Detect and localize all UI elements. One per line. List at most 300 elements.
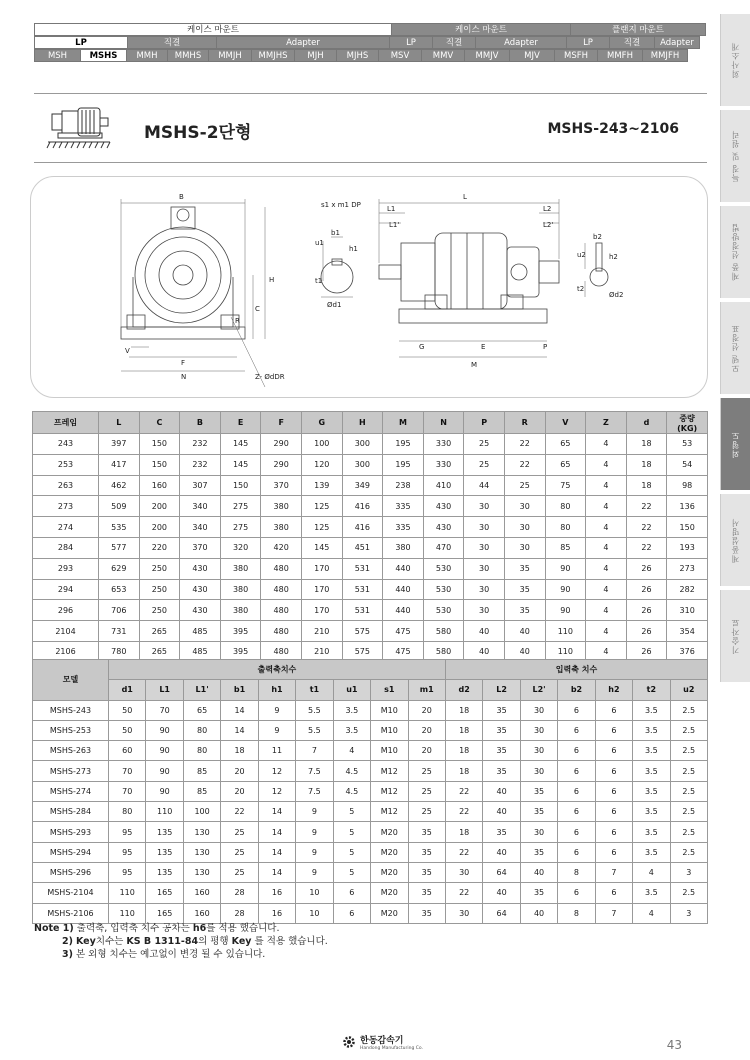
- nav-tab-mmv[interactable]: MMV: [421, 49, 465, 62]
- dim-d2: Ød2: [609, 291, 624, 299]
- model-cell: MSHS-293: [33, 822, 109, 842]
- table-cell: 6: [595, 761, 632, 781]
- table-cell: M12: [371, 802, 408, 822]
- side-tab-6[interactable]: [720, 494, 750, 586]
- nav-tab-adapter: Adapter: [654, 36, 700, 49]
- table-cell: 5: [333, 862, 370, 882]
- table-cell: 4: [586, 558, 627, 579]
- table-cell: 40: [504, 641, 545, 662]
- table-cell: 35: [520, 883, 557, 903]
- table-cell: 6: [558, 842, 595, 862]
- table-cell: 80: [545, 517, 586, 538]
- table-cell: 65: [545, 434, 586, 455]
- table-cell: 3.5: [633, 741, 670, 761]
- table-cell: 440: [383, 558, 424, 579]
- table-cell: 65: [545, 454, 586, 475]
- table-cell: 290: [261, 454, 302, 475]
- table-cell: M20: [371, 903, 408, 923]
- table-cell: 20: [408, 741, 445, 761]
- table-cell: 16: [258, 883, 295, 903]
- col-header: E: [220, 412, 261, 434]
- nav-tab-msv[interactable]: MSV: [378, 49, 422, 62]
- table-cell: 22: [626, 537, 667, 558]
- table-cell: 80: [109, 802, 146, 822]
- table-cell: 40: [483, 842, 520, 862]
- model-nav: [34, 23, 707, 62]
- table-cell: 85: [183, 761, 220, 781]
- table-row: [33, 600, 708, 621]
- table-cell: 462: [99, 475, 140, 496]
- nav-row-mount: [34, 23, 707, 36]
- dim-u1: u1: [315, 239, 324, 247]
- table-cell: 26: [626, 621, 667, 642]
- model-cell: MSHS-253: [33, 720, 109, 740]
- side-tab-4[interactable]: [720, 302, 750, 394]
- table-cell: 25: [464, 454, 505, 475]
- table-cell: 25: [408, 802, 445, 822]
- table-cell: 14: [258, 862, 295, 882]
- col-header: F: [261, 412, 302, 434]
- table-cell: 480: [261, 621, 302, 642]
- table-cell: M20: [371, 842, 408, 862]
- table-cell: 335: [383, 517, 424, 538]
- table-cell: 410: [423, 475, 464, 496]
- table-cell: 130: [183, 842, 220, 862]
- model-range: MSHS-243~2106: [547, 121, 679, 137]
- table-cell: 10: [296, 903, 333, 923]
- side-tab-label: 회사소개: [731, 42, 740, 78]
- table-cell: 18: [445, 761, 482, 781]
- table-cell: 6: [558, 822, 595, 842]
- nav-tab-mmjhs[interactable]: MMJHS: [251, 49, 295, 62]
- dim-t2: t2: [577, 285, 585, 293]
- table-cell: 160: [183, 883, 220, 903]
- table-cell: M20: [371, 822, 408, 842]
- dim-L2p: L2': [543, 221, 554, 229]
- nav-tab-mmjv[interactable]: MMJV: [464, 49, 510, 62]
- table-cell: 30: [520, 700, 557, 720]
- table-cell: 136: [667, 496, 708, 517]
- shaft-dimension-table: [32, 659, 708, 924]
- table-cell: 80: [183, 720, 220, 740]
- dimension-drawing: [30, 176, 708, 398]
- side-tab-3[interactable]: [720, 206, 750, 298]
- table-cell: 8: [558, 862, 595, 882]
- side-tab-1[interactable]: [720, 14, 750, 106]
- table-cell: 4: [333, 741, 370, 761]
- table-cell: 4: [586, 434, 627, 455]
- table-row: [33, 802, 708, 822]
- table-cell: 238: [383, 475, 424, 496]
- table-cell: 135: [146, 862, 183, 882]
- table-cell: 4: [586, 579, 627, 600]
- table-row: [33, 537, 708, 558]
- side-tabs: [720, 14, 750, 686]
- table-cell: 90: [146, 720, 183, 740]
- model-cell: MSHS-273: [33, 761, 109, 781]
- table-cell: 440: [383, 600, 424, 621]
- table-cell: 2.5: [670, 720, 707, 740]
- model-cell: MSHS-263: [33, 741, 109, 761]
- col-header: M: [383, 412, 424, 434]
- table-cell: 35: [520, 842, 557, 862]
- table-cell: 7.5: [296, 781, 333, 801]
- table-cell: 577: [99, 537, 140, 558]
- table-cell: 3.5: [633, 802, 670, 822]
- side-tab-label: 특징 및 원리: [731, 129, 740, 183]
- table-cell: 22: [221, 802, 258, 822]
- table-cell: 70: [109, 761, 146, 781]
- table-row: [33, 700, 708, 720]
- table-cell: 40: [483, 883, 520, 903]
- nav-tab-mmhs[interactable]: MMHS: [167, 49, 209, 62]
- table-cell: 3.5: [633, 781, 670, 801]
- table-cell: 349: [342, 475, 383, 496]
- nav-tab-lp: LP: [34, 36, 128, 49]
- table-cell: 250: [139, 600, 180, 621]
- table-cell: 25: [464, 434, 505, 455]
- table-row: [33, 720, 708, 740]
- table-cell: 5: [333, 842, 370, 862]
- table-cell: 150: [220, 475, 261, 496]
- col-header: t1: [296, 680, 333, 700]
- input-shaft-header: 입력축 치수: [445, 660, 707, 680]
- model-cell: MSHS-2104: [33, 883, 109, 903]
- table-cell: 430: [423, 517, 464, 538]
- nav-tab-케이스 마운트: 케이스 마운트: [34, 23, 392, 36]
- table-cell: 193: [667, 537, 708, 558]
- table-cell: 6: [558, 720, 595, 740]
- table-cell: 7: [296, 741, 333, 761]
- table-cell: 22: [504, 454, 545, 475]
- table-cell: 139: [301, 475, 342, 496]
- dim-M: M: [471, 361, 478, 369]
- table-cell: 30: [445, 862, 482, 882]
- table-cell: 531: [342, 600, 383, 621]
- table-cell: 6: [595, 822, 632, 842]
- table-cell: 4: [586, 496, 627, 517]
- model-header: 모델: [33, 660, 109, 701]
- nav-tab-msh[interactable]: MSH: [34, 49, 81, 62]
- table-cell: 200: [139, 517, 180, 538]
- table-cell: 35: [504, 558, 545, 579]
- table-cell: 4: [586, 537, 627, 558]
- table-cell: 35: [520, 781, 557, 801]
- table-cell: 430: [180, 558, 221, 579]
- table-cell: 12: [258, 781, 295, 801]
- table-cell: 20: [408, 700, 445, 720]
- table-cell: 2.5: [670, 781, 707, 801]
- table-cell: 531: [342, 579, 383, 600]
- table-cell: 293: [33, 558, 99, 579]
- table-cell: 265: [139, 621, 180, 642]
- dim-t1: t1: [315, 277, 323, 285]
- table-cell: 4: [633, 862, 670, 882]
- table-cell: 380: [220, 579, 261, 600]
- table-cell: 2106: [33, 641, 99, 662]
- nav-tab-mjh[interactable]: MJH: [294, 49, 337, 62]
- table-cell: 70: [109, 781, 146, 801]
- table-cell: 6: [558, 700, 595, 720]
- table-cell: 22: [504, 434, 545, 455]
- table-row: [33, 475, 708, 496]
- cog-icon: [342, 1035, 356, 1049]
- table-cell: 395: [220, 641, 261, 662]
- table-row: [33, 517, 708, 538]
- table-cell: 731: [99, 621, 140, 642]
- dim-Z: Z- ØdDR: [255, 373, 285, 381]
- table-cell: 3.5: [333, 700, 370, 720]
- table-cell: 397: [99, 434, 140, 455]
- table-cell: 3.5: [633, 822, 670, 842]
- table-cell: 4: [586, 641, 627, 662]
- table-cell: 530: [423, 558, 464, 579]
- nav-tab-mjhs[interactable]: MJHS: [336, 49, 379, 62]
- col-header: m1: [408, 680, 445, 700]
- table-cell: 53: [667, 434, 708, 455]
- table-cell: 10: [296, 883, 333, 903]
- table-cell: 98: [667, 475, 708, 496]
- nav-tab-adapter: Adapter: [475, 36, 567, 49]
- col-header: b2: [558, 680, 595, 700]
- table-cell: 320: [220, 537, 261, 558]
- table-cell: 6: [558, 741, 595, 761]
- table-cell: 95: [109, 862, 146, 882]
- table-cell: 6: [595, 883, 632, 903]
- table-cell: 6: [595, 700, 632, 720]
- table-cell: 30: [464, 579, 505, 600]
- table-cell: 3.5: [633, 842, 670, 862]
- table-cell: 3: [670, 862, 707, 882]
- table-cell: 125: [301, 517, 342, 538]
- nav-tab-mjv[interactable]: MJV: [509, 49, 555, 62]
- table-cell: 4.5: [333, 761, 370, 781]
- table-cell: 22: [445, 802, 482, 822]
- table-cell: 80: [183, 741, 220, 761]
- table-cell: 170: [301, 579, 342, 600]
- table-cell: 4.5: [333, 781, 370, 801]
- table-cell: 30: [520, 720, 557, 740]
- table-row: [33, 761, 708, 781]
- company-logo: 한동감속기 Handong Manufacturing Co.: [342, 1033, 423, 1051]
- table-cell: 9: [296, 822, 333, 842]
- table-cell: 451: [342, 537, 383, 558]
- col-header: H: [342, 412, 383, 434]
- table-cell: 275: [220, 496, 261, 517]
- table-cell: 3.5: [633, 883, 670, 903]
- table-row: [33, 558, 708, 579]
- dim-u2: u2: [577, 251, 586, 259]
- table-cell: 580: [423, 621, 464, 642]
- table-cell: 475: [383, 621, 424, 642]
- table-cell: 3.5: [633, 761, 670, 781]
- nav-tab-플랜지 마운트: 플랜지 마운트: [570, 23, 706, 36]
- table-cell: 296: [33, 600, 99, 621]
- dim-h2: h2: [609, 253, 618, 261]
- table-cell: 100: [183, 802, 220, 822]
- table-row: [33, 579, 708, 600]
- table-cell: 50: [109, 700, 146, 720]
- table-cell: 150: [139, 454, 180, 475]
- notes: [34, 922, 328, 961]
- note-2: 2) Key치수는 KS B 1311-84의 평행 Key 를 적용 했습니다.: [62, 936, 328, 947]
- table-row: [33, 842, 708, 862]
- dim-B: B: [179, 193, 184, 201]
- table-cell: M10: [371, 720, 408, 740]
- table-cell: 263: [33, 475, 99, 496]
- table-cell: 110: [545, 641, 586, 662]
- table-cell: 30: [520, 822, 557, 842]
- table-cell: 170: [301, 600, 342, 621]
- table-cell: 160: [139, 475, 180, 496]
- table-cell: 22: [626, 496, 667, 517]
- table-cell: 85: [183, 781, 220, 801]
- col-header: N: [423, 412, 464, 434]
- table-cell: 35: [408, 903, 445, 923]
- nav-tab-mmjfh[interactable]: MMJFH: [642, 49, 688, 62]
- table-cell: 30: [464, 558, 505, 579]
- col-header: d1: [109, 680, 146, 700]
- gear-motor-icon: [44, 102, 114, 154]
- table-cell: 200: [139, 496, 180, 517]
- table-cell: 475: [383, 641, 424, 662]
- nav-row-type: [34, 36, 707, 49]
- table-cell: 30: [520, 741, 557, 761]
- table-cell: 25: [221, 862, 258, 882]
- table-cell: 150: [139, 434, 180, 455]
- table-cell: 22: [445, 781, 482, 801]
- table-cell: 110: [109, 883, 146, 903]
- table-cell: 480: [261, 579, 302, 600]
- table-cell: 653: [99, 579, 140, 600]
- table-cell: 165: [146, 903, 183, 923]
- table-cell: 80: [545, 496, 586, 517]
- table-cell: 282: [667, 579, 708, 600]
- table-cell: 26: [626, 579, 667, 600]
- table-cell: 416: [342, 517, 383, 538]
- table-cell: 6: [595, 842, 632, 862]
- nav-tab-lp: LP: [389, 36, 433, 49]
- col-header: P: [464, 412, 505, 434]
- table-cell: 90: [146, 781, 183, 801]
- table-cell: 290: [261, 434, 302, 455]
- col-header: C: [139, 412, 180, 434]
- table-cell: 64: [483, 862, 520, 882]
- table-cell: 6: [333, 883, 370, 903]
- table-cell: 2.5: [670, 741, 707, 761]
- table-cell: 20: [408, 720, 445, 740]
- table-cell: 6: [595, 802, 632, 822]
- dim-F: F: [181, 359, 186, 367]
- table-cell: 629: [99, 558, 140, 579]
- table-cell: 165: [146, 883, 183, 903]
- model-cell: MSHS-2106: [33, 903, 109, 923]
- nav-tab-msfh[interactable]: MSFH: [554, 49, 598, 62]
- table-cell: 65: [183, 700, 220, 720]
- nav-tab-mmh[interactable]: MMH: [126, 49, 168, 62]
- table-cell: 5.5: [296, 720, 333, 740]
- note-1: Note 1) 출력축, 입력축 치수 공차는 h6를 적용 했습니다.: [34, 923, 280, 934]
- table-cell: 380: [220, 558, 261, 579]
- col-header: V: [545, 412, 586, 434]
- frame-dimension-table: [32, 411, 708, 663]
- col-header: L1': [183, 680, 220, 700]
- table-cell: 40: [483, 802, 520, 822]
- side-tab-label: 모델 선정표: [731, 323, 740, 373]
- dim-b2: b2: [593, 233, 602, 241]
- table-cell: 18: [445, 700, 482, 720]
- table-cell: 40: [464, 641, 505, 662]
- table-cell: 575: [342, 621, 383, 642]
- table-cell: M20: [371, 883, 408, 903]
- table-cell: 354: [667, 621, 708, 642]
- table-cell: 130: [183, 822, 220, 842]
- table-cell: 2.5: [670, 802, 707, 822]
- table-cell: 330: [423, 434, 464, 455]
- nav-tab-mmjh[interactable]: MMJH: [208, 49, 252, 62]
- nav-tab-mmfh[interactable]: MMFH: [597, 49, 643, 62]
- table-cell: 380: [261, 496, 302, 517]
- table-cell: 18: [626, 475, 667, 496]
- table-cell: M10: [371, 741, 408, 761]
- table-cell: 485: [180, 641, 221, 662]
- side-tab-5[interactable]: [720, 398, 750, 490]
- nav-tab-케이스 마운트: 케이스 마운트: [391, 23, 571, 36]
- side-tab-2[interactable]: [720, 110, 750, 202]
- table-cell: 44: [464, 475, 505, 496]
- table-cell: 14: [221, 700, 258, 720]
- table-cell: 35: [483, 761, 520, 781]
- table-cell: 35: [483, 741, 520, 761]
- col-header: d: [626, 412, 667, 434]
- table-cell: 4: [633, 903, 670, 923]
- col-header: R: [504, 412, 545, 434]
- table-cell: 135: [146, 822, 183, 842]
- table-cell: 294: [33, 579, 99, 600]
- table-cell: 35: [504, 579, 545, 600]
- table-row: [33, 883, 708, 903]
- table-cell: 145: [220, 434, 261, 455]
- dim-L: L: [463, 193, 467, 201]
- table-cell: 14: [258, 802, 295, 822]
- table-cell: 6: [558, 781, 595, 801]
- table-cell: 420: [261, 537, 302, 558]
- side-tab-label: 제품 선정방법: [731, 223, 740, 281]
- col-header: L2': [520, 680, 557, 700]
- model-cell: MSHS-274: [33, 781, 109, 801]
- table-cell: 14: [258, 842, 295, 862]
- table-cell: 530: [423, 600, 464, 621]
- output-shaft-header: 출력축치수: [109, 660, 446, 680]
- table-cell: 5.5: [296, 700, 333, 720]
- table-cell: 75: [545, 475, 586, 496]
- nav-tab-mshs[interactable]: MSHS: [80, 49, 127, 62]
- nav-tab-직결: 직결: [127, 36, 217, 49]
- table-cell: 535: [99, 517, 140, 538]
- table-cell: 35: [483, 720, 520, 740]
- table-cell: 40: [504, 621, 545, 642]
- table-cell: 430: [180, 600, 221, 621]
- dim-L2: L2: [543, 205, 552, 213]
- table-cell: 370: [180, 537, 221, 558]
- table-cell: 30: [464, 537, 505, 558]
- table-cell: 380: [220, 600, 261, 621]
- nav-row-model: [34, 49, 707, 62]
- col-header: 프레임: [33, 412, 99, 434]
- col-header: L1: [146, 680, 183, 700]
- side-tab-7[interactable]: [720, 590, 750, 682]
- table-cell: 135: [146, 842, 183, 862]
